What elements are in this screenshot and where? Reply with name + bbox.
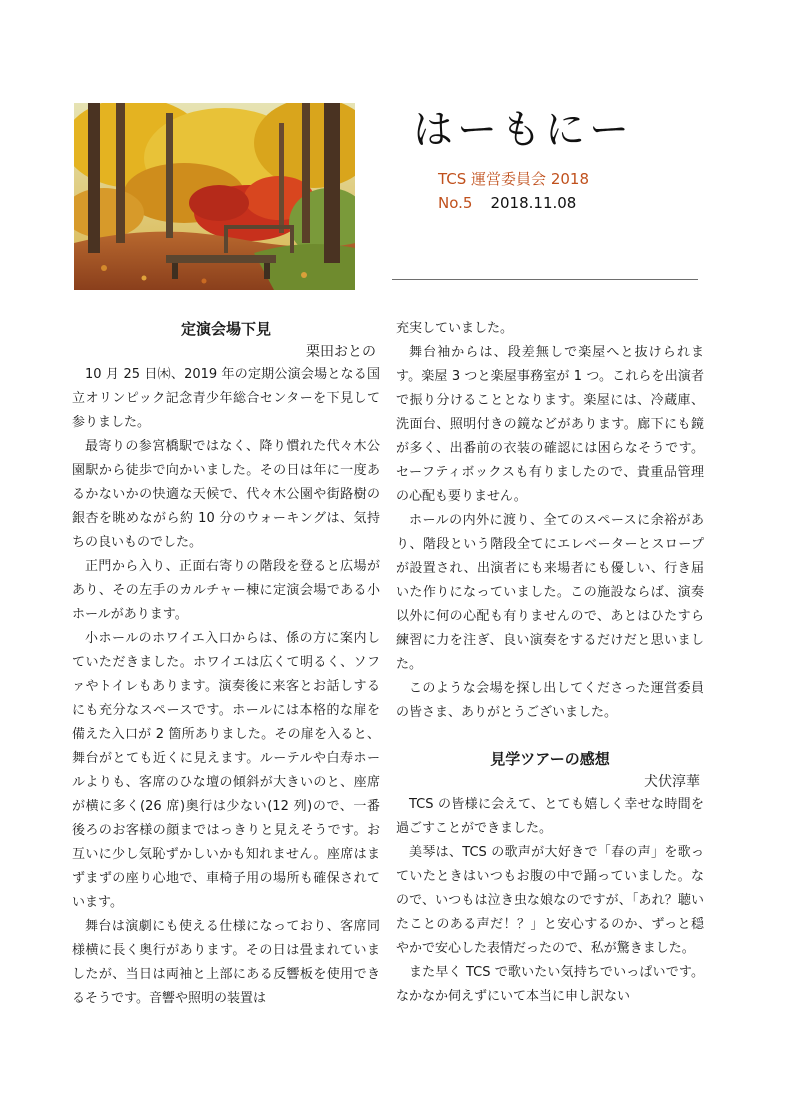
paragraph: 舞台は演劇にも使える仕様になっており、客席同様横に長く奥行があります。その日は畳まれていましたが、当日は両袖と上部にある反響板を使用できるそうです。音響や照明の装置は	[72, 919, 380, 1006]
masthead-divider	[392, 279, 698, 280]
paragraph: このような会場を探し出してくださった運営委員の皆さま、ありがとうございました。	[396, 681, 704, 720]
article-author: 栗田おとの	[306, 344, 376, 360]
paragraph: 正門から入り、正面右寄りの階段を登ると広場があり、その左手のカルチャー棟に定演会場である小ホールがあります。	[72, 559, 380, 622]
paragraph: 充実していました。	[396, 321, 514, 336]
issue-number: No.5	[438, 194, 473, 212]
paragraph: 10 月 25 日㈭、2019 年の定期公演会場となる国立オリンピック記念青少年総合センターを下見して参りました。	[72, 367, 380, 430]
section-spacer	[396, 725, 704, 747]
right-column	[396, 317, 704, 1009]
paragraph: 最寄りの参宮橋駅ではなく、降り慣れた代々木公園駅から徒歩で向かいました。その日は年に一度あるかないかの快適な天候で、代々木公園や街路樹の銀杏を眺めながら約 10 分のウォーキングは、気持ちの良いものでした。	[72, 439, 380, 550]
newsletter-title: はーもにー	[413, 107, 633, 153]
issue-date: 2018.11.08	[490, 194, 577, 212]
organization-line: TCS 運営委員会 2018	[438, 170, 589, 188]
article-author: 犬伏淳華	[644, 774, 700, 790]
paragraph: 舞台袖からは、段差無しで楽屋へと抜けられます。楽屋 3 つと楽屋事務室が 1 つ。これらを出演者で振り分けることとなります。楽屋には、冷蔵庫、洗面台、照明付きの鏡などがあります。廊下にも鏡が多く、出番前の衣装の確認には困らなそうです。セーフティボックスも有りましたので、貴重品管理の心配も要りません。	[396, 345, 704, 504]
paragraph: TCS の皆様に会えて、とても嬉しく幸せな時間を過ごすことができました。	[396, 797, 704, 836]
paragraph: また早く TCS で歌いたい気持ちでいっぱいです。なかなか伺えずにいて本当に申し訳ない	[396, 965, 704, 1004]
paragraph: 小ホールのホワイエ入口からは、係の方に案内していただきました。ホワイエは広くて明るく、ソファやトイレもあります。演奏後に来客とお話しするにも充分なスペースです。ホールには本格的な扉を備えた入口が 2 箇所ありました。その扉を入ると、舞台がとても近くに見えます。ルーテルや白寿ホールよりも、客席のひな壇の傾斜が大きいのと、座席が横に多く(26 席)奥行は少ない(12 列)ので、一番後ろのお客様の顔まではっきりと見えそうです。お互いに少し気恥ずかしいかも知れません。座席はまずまずの座り心地で、車椅子用の場所も確保されています。	[72, 631, 380, 910]
autumn-forest-bench-photo	[74, 103, 355, 290]
article-title: 見学ツアーの感想	[490, 750, 610, 768]
issue-line	[438, 193, 576, 213]
left-column	[72, 317, 380, 1011]
paragraph: ホールの内外に渡り、全てのスペースに余裕があり、階段という階段全てにエレベーターとスロープが設置され、出演者にも来場者にも優しい、行き届いた作りになっていました。この施設ならば、演奏以外に何の心配も有りませんので、あとはひたすら練習に力を注ぎ、良い演奏をするだけだと思いました。	[396, 513, 704, 672]
article-title: 定演会場下見	[180, 320, 271, 338]
paragraph: 美琴は、TCS の歌声が大好きで「春の声」を歌っていたときはいつもお腹の中で踊っていました。なので、いつもは泣き虫な娘なのですが、「あれ？聴いたことのある声だ！？」と安心するのか、ずっと穏やかで安心した表情だったので、私が驚きました。	[396, 845, 704, 956]
